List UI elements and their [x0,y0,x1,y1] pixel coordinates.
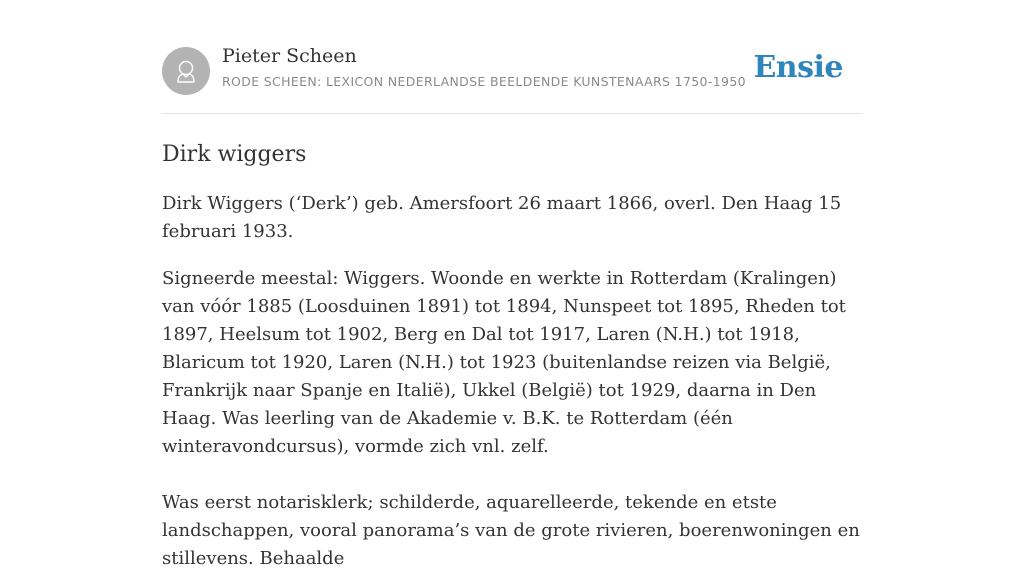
article-header [162,0,862,114]
article-paragraph: Was eerst notarisklerk; schilderde, aquarelleerde, tekende en etste landschappen, vooral panorama’s van de grote rivieren, boerenwoningen en stillevens. Behaalde [162,492,860,569]
article-paragraph: Signeerde meestal: Wiggers. Woonde en werkte in Rotterdam (Kralingen) van vóór 1885 (Loosduinen 1891) tot 1894, Nunspeet tot 1895, Rheden tot 1897, Heelsum tot 1902, Berg en Dal tot 1917, Laren (N.H.) tot 1918, Blaricum tot 1920, Laren (N.H.) tot 1923 (buitenlandse reizen via België, Frankrijk naar Spanje en Italië), Ukkel (België) tot 1929, daarna in Den Haag. Was leerling van de Akademie v. B.K. te Rotterdam (één winteravondcursus), vormde zich vnl. zelf. [162,268,846,457]
page-title: Dirk wiggers [162,142,307,167]
source-label[interactable]: RODE SCHEEN: LEXICON NEDERLANDSE BEELDENDE KUNSTENAARS 1750-1950 [222,74,746,89]
author-name[interactable]: Pieter Scheen [222,45,357,67]
avatar[interactable] [162,47,210,95]
ensie-logo[interactable]: Ensie [753,50,843,85]
article-page [162,0,862,573]
user-icon [162,47,210,95]
article-paragraph: Dirk Wiggers (‘Derk’) geb. Amersfoort 26 maart 1866, overl. Den Haag 15 februari 1933. [162,193,842,242]
